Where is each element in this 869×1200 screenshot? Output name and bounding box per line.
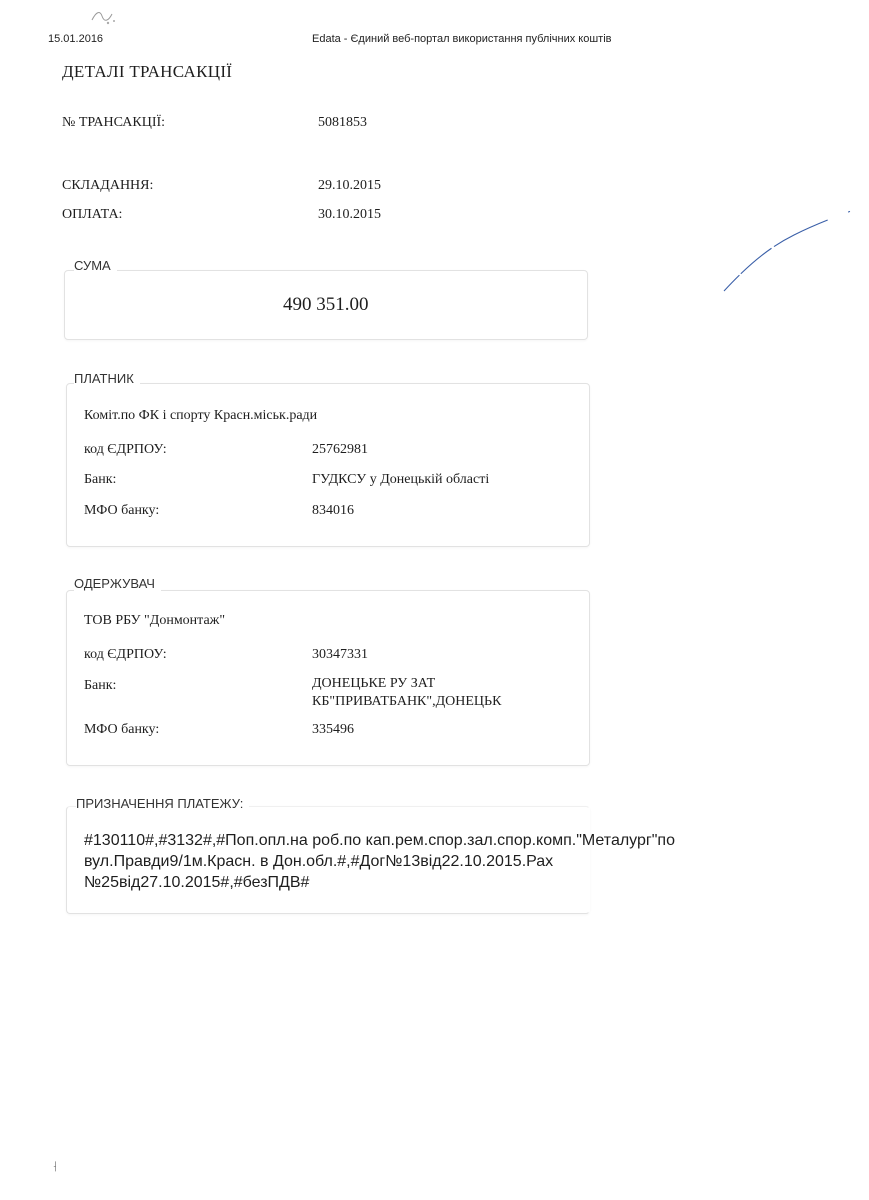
payer-mfo-label: МФО банку: bbox=[84, 503, 160, 518]
payer-edrpou-label: код ЄДРПОУ: bbox=[84, 442, 167, 457]
recipient-mfo-value: 335496 bbox=[312, 722, 354, 737]
payer-mfo-value: 834016 bbox=[312, 503, 354, 518]
transaction-number-value: 5081853 bbox=[318, 115, 367, 130]
purpose-line-1: #130110#,#3132#,#Поп.опл.на роб.по кап.рем.спор.зал.спор.комп."Металург"по bbox=[84, 832, 675, 849]
recipient-legend: ОДЕРЖУВАЧ bbox=[74, 576, 161, 591]
page-title: ДЕТАЛІ ТРАНСАКЦІЇ bbox=[62, 62, 233, 81]
recipient-edrpou-label: код ЄДРПОУ: bbox=[84, 647, 167, 662]
payer-bank-label: Банк: bbox=[84, 472, 117, 487]
recipient-mfo-label: МФО банку: bbox=[84, 722, 160, 737]
payer-legend: ПЛАТНИК bbox=[74, 371, 140, 386]
recipient-edrpou-value: 30347331 bbox=[312, 647, 368, 662]
purpose-legend: ПРИЗНАЧЕННЯ ПЛАТЕЖУ: bbox=[76, 796, 249, 811]
created-date-label: СКЛАДАННЯ: bbox=[62, 178, 154, 193]
site-title: Edata - Єдиний веб-портал використання публічних коштів bbox=[312, 33, 612, 45]
purpose-text bbox=[84, 830, 744, 893]
recipient-bank-value-line2: КБ"ПРИВАТБАНК",ДОНЕЦЬК bbox=[312, 694, 502, 709]
scan-smudge bbox=[88, 6, 122, 28]
recipient-bank-value-line1: ДОНЕЦЬКЕ РУ ЗАТ bbox=[312, 676, 436, 691]
purpose-line-2: вул.Правди9/1м.Красн. в Дон.обл.#,#Дог№13від22.10.2015.Рах bbox=[84, 853, 554, 870]
pen-mark bbox=[720, 205, 860, 295]
payer-edrpou-value: 25762981 bbox=[312, 442, 368, 457]
payer-bank-value: ГУДКСУ у Донецькій області bbox=[312, 472, 490, 487]
paid-date-value: 30.10.2015 bbox=[318, 207, 381, 222]
paid-date-label: ОПЛАТА: bbox=[62, 207, 123, 222]
purpose-line-3: №25від27.10.2015#,#безПДВ# bbox=[84, 874, 310, 891]
print-date: 15.01.2016 bbox=[48, 33, 104, 45]
payer-name: Коміт.по ФК і спорту Красн.міськ.ради bbox=[84, 408, 318, 423]
scan-corner-mark: ⸡ bbox=[52, 1161, 58, 1172]
created-date-value: 29.10.2015 bbox=[318, 178, 381, 193]
amount-legend: СУМА bbox=[74, 258, 117, 273]
recipient-bank-label: Банк: bbox=[84, 678, 117, 693]
transaction-number-label: № ТРАНСАКЦІЇ: bbox=[62, 115, 166, 130]
amount-value: 490 351.00 bbox=[283, 294, 369, 315]
recipient-name: ТОВ РБУ "Донмонтаж" bbox=[84, 613, 226, 628]
